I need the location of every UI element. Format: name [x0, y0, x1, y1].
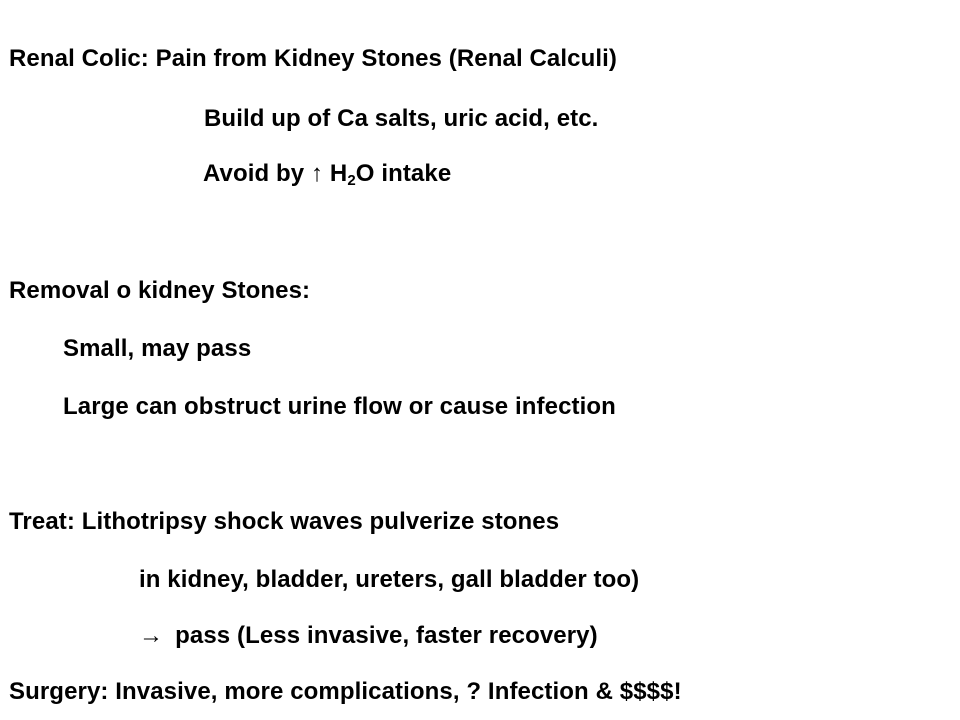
renal-colic-detail-2	[203, 160, 451, 188]
avoid-suffix: O intake	[355, 160, 452, 187]
renal-colic-detail-1: Build up of Ca salts, uric acid, etc.	[204, 105, 599, 132]
renal-colic-heading: Renal Colic: Pain from Kidney Stones (Renal Calculi)	[9, 45, 617, 72]
treat-detail-1: in kidney, bladder, ureters, gall bladder too)	[139, 566, 640, 593]
surgery-line: Surgery: Invasive, more complications, ? Infection & $$$$!	[9, 678, 682, 705]
removal-heading: Removal o kidney Stones:	[9, 277, 311, 304]
water-subscript: 2	[347, 172, 356, 189]
treat-heading: Treat: Lithotripsy shock waves pulverize stones	[9, 508, 560, 535]
avoid-prefix: Avoid by ↑ H	[203, 160, 348, 187]
removal-detail-1: Small, may pass	[63, 335, 252, 362]
treat-detail-2	[139, 622, 598, 650]
removal-detail-2: Large can obstruct urine flow or cause infection	[63, 393, 616, 420]
right-arrow-icon: →	[139, 622, 164, 649]
pass-text: pass (Less invasive, faster recovery)	[175, 622, 598, 649]
